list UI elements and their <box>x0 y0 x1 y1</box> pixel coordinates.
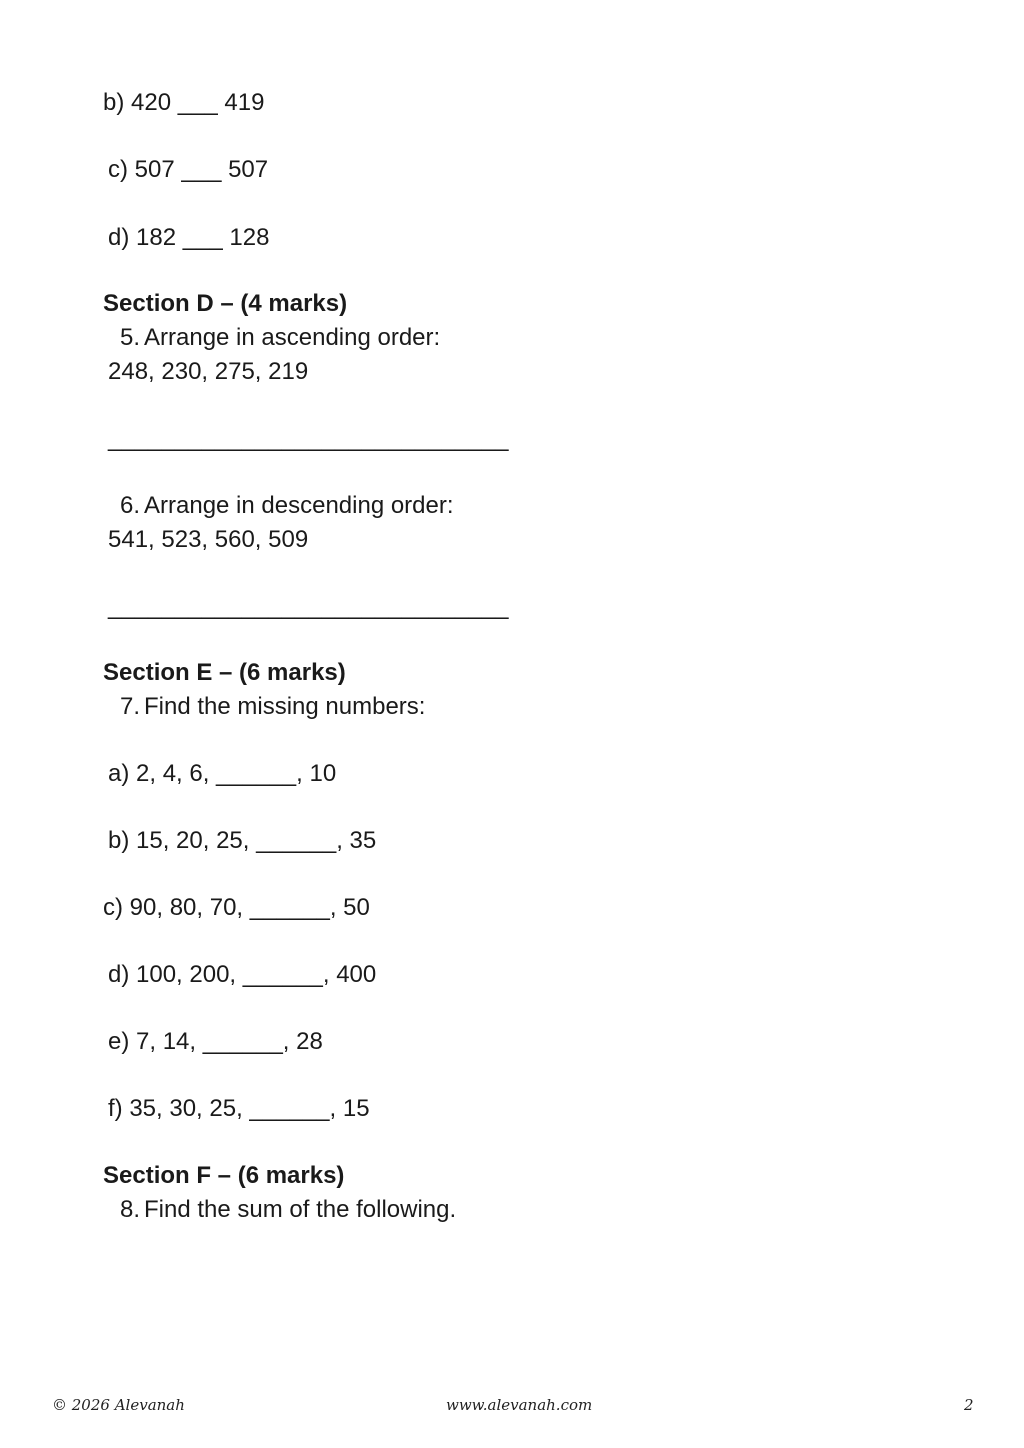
question-6-prompt: Arrange in descending order: <box>144 492 454 519</box>
question-6 <box>120 491 454 521</box>
question-5-number: 5. <box>120 324 141 351</box>
question-6-number: 6. <box>120 492 141 519</box>
question-7-prompt: Find the missing numbers: <box>144 693 426 720</box>
compare-item-d: d) 182 ___ 128 <box>108 224 270 251</box>
question-8 <box>120 1195 456 1225</box>
question-5-values: 248, 230, 275, 219 <box>108 358 309 385</box>
question-5 <box>120 323 440 353</box>
question-8-number: 8. <box>120 1196 141 1223</box>
question-7 <box>120 692 425 722</box>
footer-page-number: 2 <box>964 1396 974 1414</box>
compare-item-b: b) 420 ___ 419 <box>103 89 265 116</box>
footer-website: www.alevanah.com <box>446 1396 593 1414</box>
question-6-answer-line: ______________________________ <box>108 593 509 620</box>
question-5-answer-line: ______________________________ <box>108 425 509 452</box>
section-e-heading: Section E – (6 marks) <box>103 659 346 686</box>
question-5-prompt: Arrange in ascending order: <box>144 324 441 351</box>
question-6-values: 541, 523, 560, 509 <box>108 526 309 553</box>
footer-copyright: © 2026 Alevanah <box>52 1396 185 1414</box>
missing-item-f: f) 35, 30, 25, ______, 15 <box>108 1095 370 1122</box>
missing-item-b: b) 15, 20, 25, ______, 35 <box>108 827 377 854</box>
section-f-heading: Section F – (6 marks) <box>103 1162 345 1189</box>
question-7-number: 7. <box>120 693 141 720</box>
compare-item-c: c) 507 ___ 507 <box>108 156 269 183</box>
missing-item-a: a) 2, 4, 6, ______, 10 <box>108 760 337 787</box>
section-d-heading: Section D – (4 marks) <box>103 290 348 317</box>
question-8-prompt: Find the sum of the following. <box>144 1196 457 1223</box>
missing-item-e: e) 7, 14, ______, 28 <box>108 1028 323 1055</box>
missing-item-c: c) 90, 80, 70, ______, 50 <box>103 894 370 921</box>
missing-item-d: d) 100, 200, ______, 400 <box>108 961 377 988</box>
